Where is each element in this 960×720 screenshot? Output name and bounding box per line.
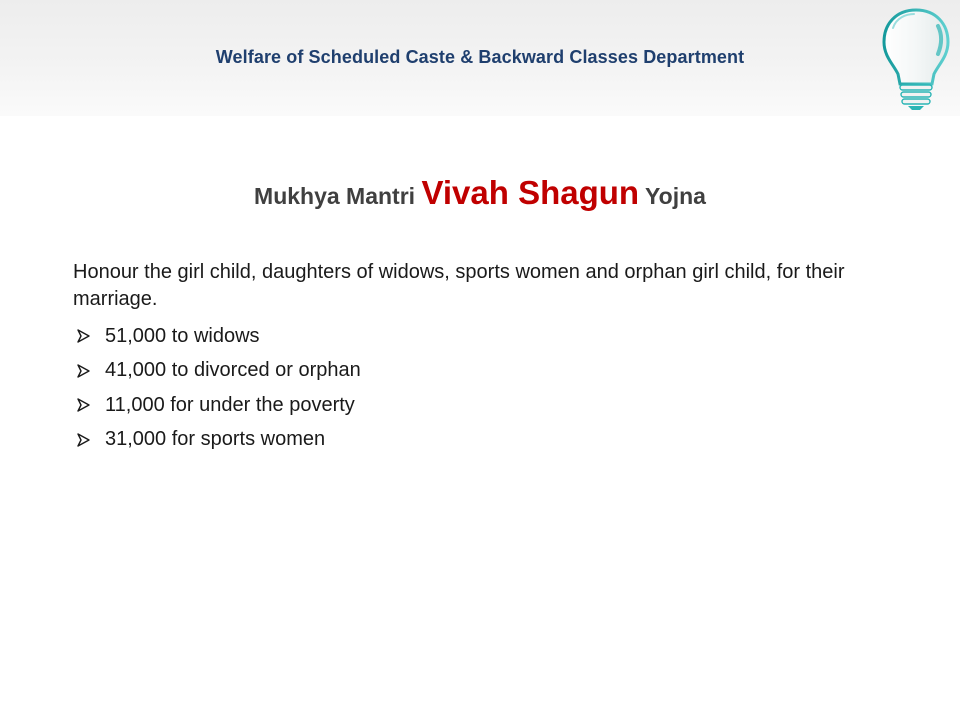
intro-paragraph: Honour the girl child, daughters of widows, sports women and orphan girl child, for their marriage. — [73, 261, 845, 310]
list-item — [73, 423, 873, 458]
arrow-bullet-icon — [76, 398, 90, 412]
list-item — [73, 319, 873, 354]
lightbulb-icon — [876, 4, 956, 112]
arrow-bullet-icon — [76, 364, 90, 378]
slide-title — [0, 174, 960, 212]
list-item-text: 31,000 for sports women — [105, 428, 326, 451]
slide-body — [73, 259, 873, 457]
bullet-list — [73, 319, 873, 457]
slide-title-accent: Vivah Shagun — [421, 174, 640, 211]
header-band — [0, 0, 960, 116]
list-item-text: 41,000 to divorced or orphan — [105, 359, 361, 382]
header-title: Welfare of Scheduled Caste & Backward Classes Department — [215, 47, 745, 67]
list-item — [73, 354, 873, 389]
list-item-text: 11,000 for under the poverty — [105, 393, 355, 416]
arrow-bullet-icon — [76, 329, 90, 343]
list-item — [73, 388, 873, 423]
slide-title-part1: Mukhya Mantri — [254, 183, 422, 209]
list-item-text: 51,000 to widows — [105, 324, 260, 347]
arrow-bullet-icon — [76, 433, 90, 447]
slide-title-part3: Yojna — [639, 183, 706, 209]
